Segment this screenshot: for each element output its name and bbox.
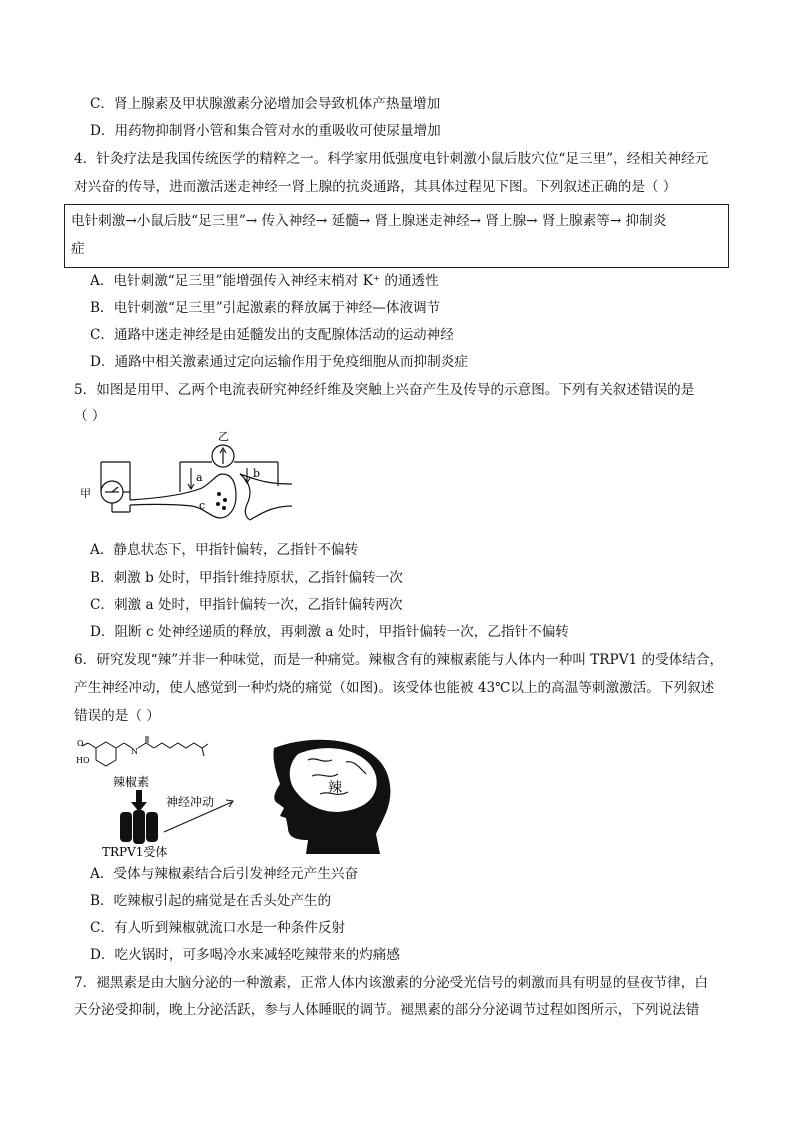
q5-stem-line2: （ ）	[74, 408, 106, 424]
q6-stem-line2: 产生神经冲动，使人感觉到一种灼烧的痛觉（如图)。该受体也能被 43℃以上的高温等刺激激活。下列叙述	[74, 680, 715, 696]
q4-option-a: A．电针刺激“足三里”能增强传入神经末梢对 K⁺ 的通透性	[90, 273, 439, 289]
q4-option-d: D．通路中相关激素通过定向运输作用于免疫细胞从而抑制炎症	[90, 354, 468, 370]
q5-neuron-figure	[72, 430, 302, 522]
vesicles	[216, 492, 227, 510]
q6-option-a: A．受体与辣椒素结合后引发神经元产生兴奋	[90, 866, 359, 882]
nerve-fiber	[130, 474, 292, 520]
label-c: c	[199, 499, 206, 512]
q5-option-d: D．阻断 c 处神经递质的释放，再刺激 a 处时，甲指针偏转一次，乙指针不偏转	[90, 624, 569, 640]
label-n: N	[131, 747, 138, 756]
q7-stem-line1: 7．褪黑素是由大脑分泌的一种激素，正常人体内该激素的分泌受光信号的刺激而具有明显的昼夜节律，白	[74, 975, 708, 991]
q6-capsaicin-figure	[76, 732, 406, 857]
q6-option-c: C．有人听到辣椒就流口水是一种条件反射	[90, 920, 346, 936]
label-ho: HO	[76, 756, 90, 765]
q5-option-b: B．刺激 b 处时，甲指针维持原状，乙指针偏转一次	[90, 570, 403, 586]
q4-option-c: C．通路中迷走神经是由延髓发出的支配腺体活动的运动神经	[90, 327, 454, 343]
label-capsaicin: 辣椒素	[113, 775, 150, 789]
q5-option-c: C．刺激 a 处时，甲指针偏转一次，乙指针偏转两次	[90, 597, 403, 613]
q3-option-d: D．用药物抑制肾小管和集合管对水的重吸收可使尿量增加	[90, 123, 441, 139]
q6-stem-line1: 6．研究发现“辣”并非一种味觉，而是一种痛觉。辣椒含有的辣椒素能与人体内一种叫 TRPV1 的受体结合，	[74, 652, 724, 668]
q4-stem-line2: 对兴奋的传导，进而激活迷走神经一肾上腺的抗炎通路，其具体过程见下图。下列叙述正确的是（ ）	[74, 179, 677, 195]
q4-stem-line1: 4．针灸疗法是我国传统医学的精粹之一。科学家用低强度电针刺激小鼠后肢穴位“足三里”，经相关神经元	[74, 151, 709, 167]
head-silhouette-icon	[273, 740, 390, 854]
label-receptor: TRPV1受体	[102, 845, 168, 857]
q6-stem-line3: 错误的是（ ）	[74, 708, 160, 724]
q6-option-b: B．吃辣椒引起的痛觉是在舌头处产生的	[90, 893, 332, 909]
label-impulse: 神经冲动	[166, 795, 215, 809]
q4-pathway-line2: 症	[71, 241, 85, 257]
q6-option-d: D．吃火锅时，可多喝冷水来减轻吃辣带来的灼痛感	[90, 947, 400, 963]
down-arrow-icon	[131, 790, 147, 812]
q4-pathway-line1: 电针刺激→小鼠后肢“足三里”→ 传入神经→ 延髓→ 肾上腺迷走神经→ 肾上腺→ 肾上腺素等→ 抑制炎	[71, 213, 667, 229]
trpv1-receptor-icon	[120, 810, 158, 844]
q7-stem-line2: 天分泌受抑制，晚上分泌活跃，参与人体睡眠的调节。褪黑素的部分分泌调节过程如图所示，下列说法错	[74, 1002, 700, 1018]
label-b: b	[253, 467, 261, 480]
label-yi: 乙	[218, 430, 229, 443]
q5-option-a: A．静息状态下，甲指针偏转，乙指针不偏转	[90, 542, 359, 558]
label-jia: 甲	[80, 487, 91, 500]
q3-option-c: C．肾上腺素及甲状腺激素分泌增加会导致机体产热量增加	[90, 96, 441, 112]
q4-option-b: B．电针刺激“足三里”引起激素的释放属于神经—体液调节	[90, 300, 441, 316]
capsaicin-structure	[82, 736, 208, 766]
label-a: a	[196, 471, 203, 484]
label-o: O	[77, 739, 84, 748]
ammeter-yi	[180, 445, 278, 492]
q4-pathway-box	[64, 204, 729, 268]
q5-stem-line1: 5．如图是用甲、乙两个电流表研究神经纤维及突触上兴奋产生及传导的示意图。下列有关叙述错误的是	[74, 382, 695, 398]
ammeter-jia	[101, 462, 130, 512]
label-spicy: 辣	[328, 780, 342, 796]
